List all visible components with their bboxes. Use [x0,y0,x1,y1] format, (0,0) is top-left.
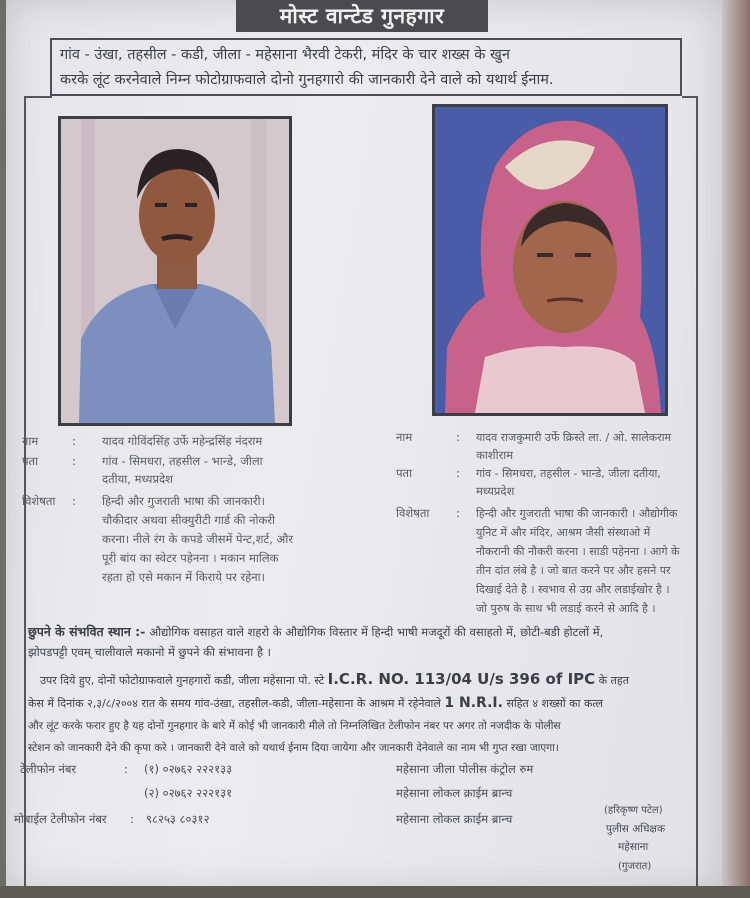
address-label: पता [396,466,413,480]
background-edge-bottom [0,886,750,898]
colon: : [72,454,76,468]
feature-label: विशेषता [396,506,430,520]
case-line-2-pre: केस में दिनांक २,३/८/२००४ रात के समय गांव-उंखा, तहसील-कडी, जीला-महेसाना के आश्रम में रहेनेवाले [28,697,441,710]
crime-branch-1: महेसाना लोकल क्राईम ब्रान्च [396,786,513,800]
name-label: नाम [22,434,39,448]
case-number: I.C.R. NO. 113/04 U/s 396 of IPC [327,670,596,688]
feature-line: हिन्दी और गुजराती भाषा की जानकारी। [102,494,265,508]
intro-line-1: गांव - उंखा, तहसील - कडी, जीला - महेसाना भैरवी टेकरी, मंदिर के चार शख्स के खुन [60,47,510,63]
signatory-place: महेसाना [618,841,649,853]
feature-line: पूरी बांय का स्वेटर पहेनना । मकान मालिक [102,551,279,565]
address-line-2: दतीया, मध्यप्रदेश [102,472,173,486]
mobile-number: ९८२५३ ८०३१२ [146,812,210,826]
suspect-male-details [22,432,322,582]
intro-line-2: करके लूंट करनेवाले निम्न फोटोग्राफवाले दोनो गुनहगारो की जानकारी देने वाले को यथार्थ ईनाम. [60,72,554,88]
feature-line: रहता हो एसे मकान में किराये पर रहेना। [102,570,266,584]
signatory-title: पुलीस अधिक्षक [606,823,666,835]
feature-line: हिन्दी और गुजराती भाषा की जानकारी । औद्योगीक [476,507,678,520]
name-label: नाम [396,430,413,444]
case-line-3: और लूंट करके फरार हुए है यह दोनों गुनहगार के बारे में कोई भी जानकारी मीले तो निम्नलिखित टेलीफोन नंबर पर अगर तो नजदीक के पोलीस [28,720,561,732]
name-value: यादव गोविंदसिंह उर्फे महेन्द्रसिंह नंदराम [102,434,263,448]
phone-2: (२) ०२७६२ २२२१३१ [144,786,233,800]
intro-box [50,38,682,96]
hiding-label: छुपने के संभवित स्थान :- [28,624,146,639]
male-portrait-illustration [61,119,289,423]
frame-top-right [682,96,698,98]
colon: : [124,762,128,776]
case-line-1-pre: उपर दिये हुए, दोनों फोटोग्राफवाले गुनहगारों कडी, जीला महेसाना पो. स्टे [40,674,325,687]
name-line-2: काशीराम [476,448,514,462]
hiding-line-1: औद्योगिक वसाहत वाले शहरो के औद्योगिक विस्तार में हिन्दी भाषी मजदूरों की वसाहतो में, छोटी-बडी होटलों में, [149,625,604,639]
feature-list [476,504,716,618]
phone-1: (१) ०२७६२ २२२१३३ [144,762,233,776]
hiding-places [28,622,704,662]
frame-top-left [24,96,52,98]
feature-line: जो पुरुष के साथ भी लडाई करने से आदि है । [476,602,656,615]
feature-label: विशेषता [22,494,56,508]
address-label: पता [22,454,39,468]
case-line-2-post: सहित ४ शख्सों का कत्ल [506,697,603,710]
feature-line: नौकरानी की नौकरी करना । साडी पहेनना । आगे के [476,545,680,558]
photo-suspect-male [58,116,292,426]
poster-title: मोस्ट वान्टेड गुनहगार [236,0,488,32]
signatory-name: (हरिकृष्ण पटेल) [604,805,663,816]
photo-suspect-female [432,104,668,416]
control-room: महेसाना जीला पोलीस कंट्रोल रुम [396,762,534,776]
phone-label: टेलीफोन नंबर [20,762,77,776]
case-details [28,668,704,759]
suspect-female-details [396,428,716,618]
address-line-1: गांव - सिमधरा, तहसील - भान्डे, जीला दतीया, [476,467,661,480]
female-portrait-illustration [435,107,665,413]
colon: : [130,812,134,826]
colon: : [456,430,460,444]
feature-line: युनिट में और मंदिर, आश्रम जैसी संस्थाओ में [476,526,651,539]
feature-list [102,492,332,587]
background-edge-right [722,0,750,898]
address-line-2: मध्यप्रदेश [476,484,515,498]
hiding-line-2: झोपडपट्टी एवम् चालीवाले मकानो में छुपने की संभावना है । [28,645,272,659]
colon: : [72,434,76,448]
case-line-4: स्टेशन को जानकारी देने की कृपा करे । जानकारी देने वाले को यथार्थ ईनाम दिया जायेगा और जानकारी देनेवाले का नाम भी गुप्त रखा जाएगा। [28,742,559,754]
mobile-label: मोबाईल टेलीफोन नंबर [14,812,107,826]
colon: : [72,494,76,508]
colon: : [456,506,460,520]
feature-line: चौकीदार अथवा सीक्युरीटी गार्ड की नोकरी [102,513,275,527]
case-line-1-post: के तहत [598,674,629,687]
feature-line: तीन दांत लंबे है । जो बात करने पर और हसने पर [476,564,671,577]
colon: : [456,466,460,480]
signatory-state: (गुजरात) [618,861,652,872]
feature-line: दिखाई देते है । स्वभाव से उग्र और लडाईखोर है । [476,583,670,596]
crime-branch-2: महेसाना लोकल क्राईम ब्रान्च [396,812,513,826]
nri-count: 1 N.R.I. [444,695,503,711]
name-line-1: यादव राजकुमारी उर्फे क्रिस्ते ला. / ओ. सालेकराम [476,431,672,444]
feature-line: करना। नीले रंग के कपडे जीसमें पेन्ट,शर्ट, और [102,532,294,546]
address-line-1: गांव - सिमधरा, तहसील - भान्डे, जीला [102,454,263,468]
poster-paper [6,0,722,892]
